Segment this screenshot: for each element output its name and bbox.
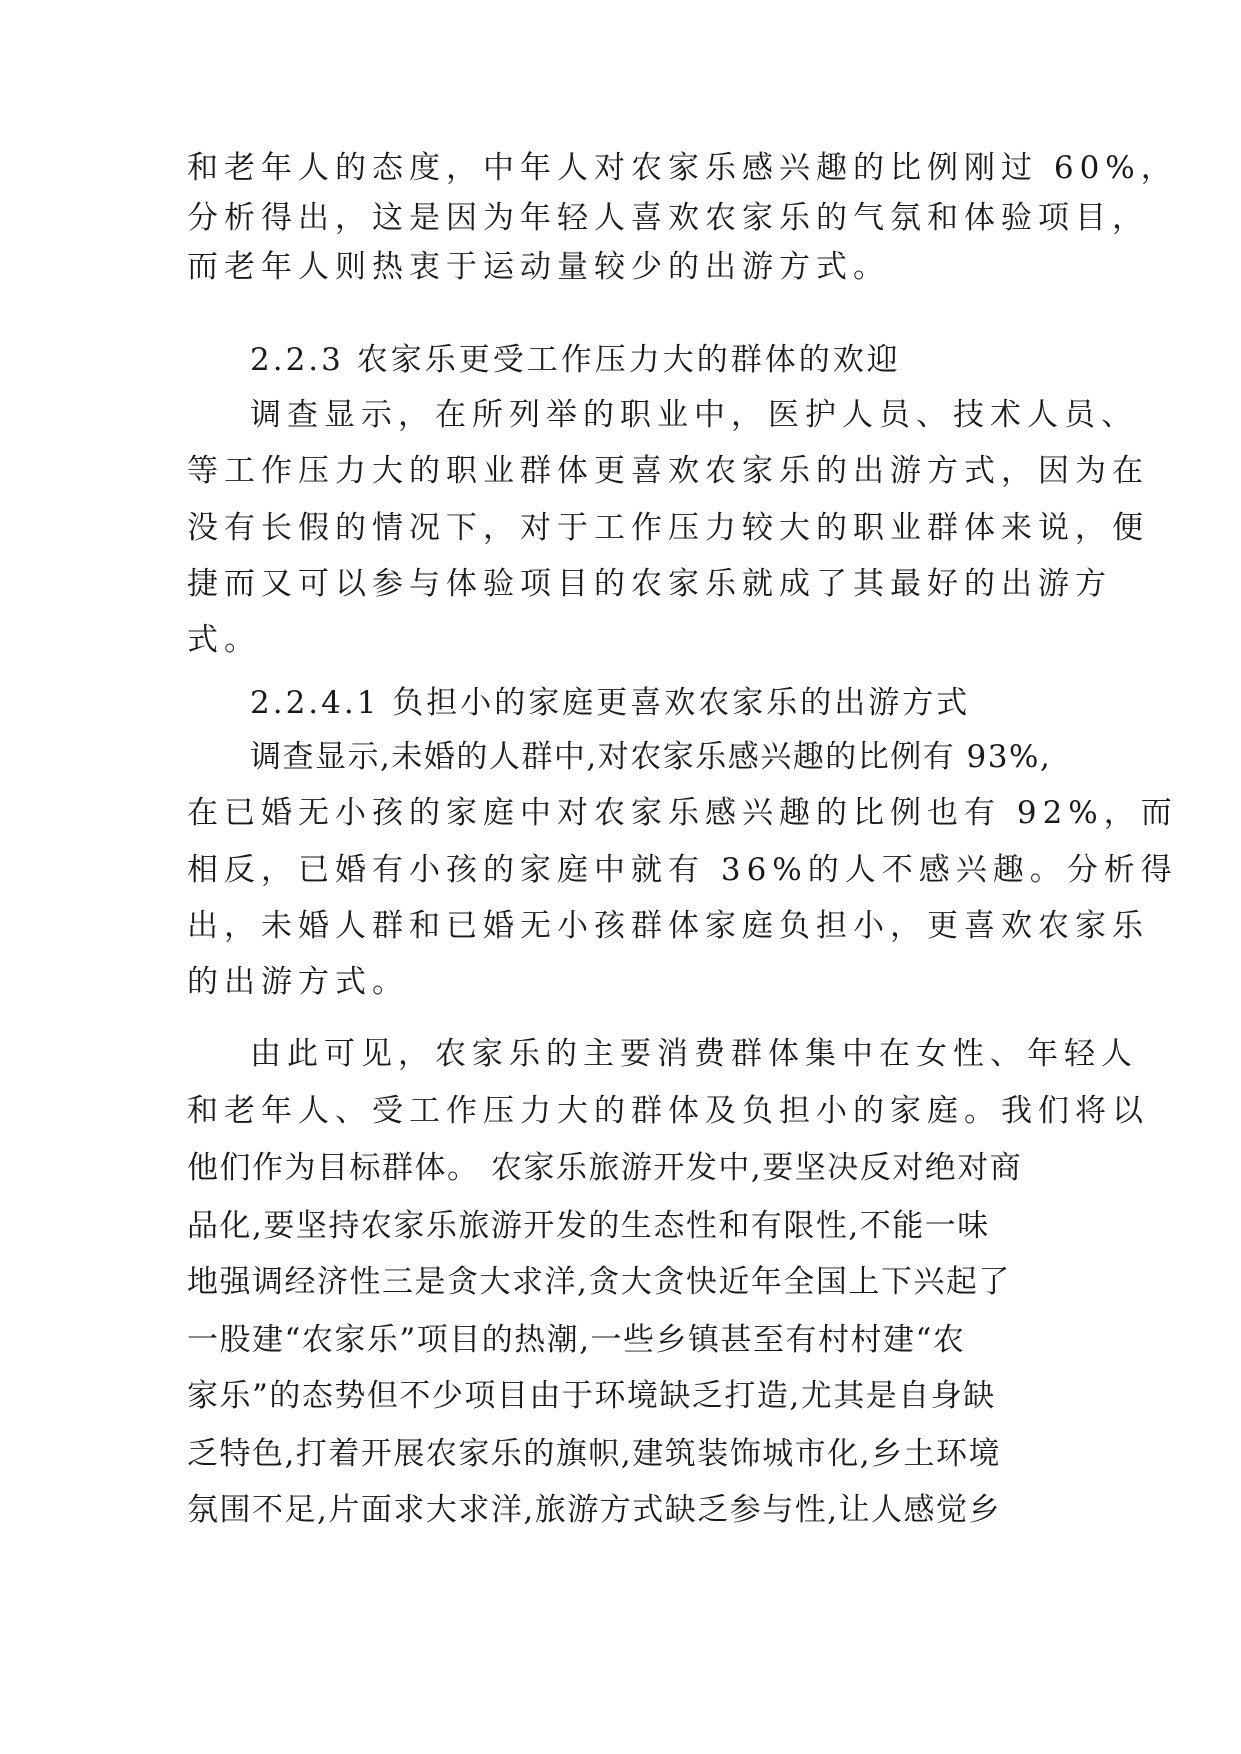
text-line: 捷而又可以参与体验项目的农家乐就成了其最好的出游方 <box>187 566 1112 602</box>
text-line: 出，未婚人群和已婚无小孩群体家庭负担小，更喜欢农家乐 <box>187 908 1149 944</box>
text-line: 和老年人、受工作压力大的群体及负担小的家庭。我们将以 <box>187 1093 1149 1129</box>
text-line: 和老年人的态度，中年人对农家乐感兴趣的比例刚过 60%， <box>187 150 1178 186</box>
text-line: 地强调经济性三是贪大求洋,贪大贪快近年全国上下兴起了 <box>187 1264 1011 1300</box>
text-line: 的出游方式。 <box>187 964 409 1000</box>
text-line: 分析得出，这是因为年轻人喜欢农家乐的气氛和体验项目， <box>187 200 1149 236</box>
text-line: 没有长假的情况下，对于工作压力较大的职业群体来说，便 <box>187 510 1149 546</box>
text-line: 等工作压力大的职业群体更喜欢农家乐的出游方式，因为在 <box>187 453 1149 489</box>
text-line: 氛围不足,片面求大求洋,旅游方式缺乏参与性,让人感觉乡 <box>187 1492 1002 1528</box>
text-line: 家乐”的态势但不少项目由于环境缺乏打造,尤其是自身缺 <box>187 1378 996 1414</box>
text-line: 乏特色,打着开展农家乐的旗帜,建筑装饰城市化,乡土环境 <box>187 1436 1002 1472</box>
text-line: 品化,要坚持农家乐旅游开发的生态性和有限性,不能一味 <box>187 1208 990 1244</box>
section-heading: 2.2.3 农家乐更受工作压力大的群体的欢迎 <box>250 342 901 378</box>
text-line: 相反，已婚有小孩的家庭中就有 36%的人不感兴趣。分析得 <box>187 852 1178 888</box>
text-line: 他们作为目标群体。 农家乐旅游开发中,要坚决反对绝对商 <box>187 1150 1023 1186</box>
text-line: 由此可见，农家乐的主要消费群体集中在女性、年轻人 <box>250 1036 1138 1072</box>
text-line: 在已婚无小孩的家庭中对农家乐感兴趣的比例也有 92%，而 <box>187 795 1178 831</box>
text-line: 式。 <box>187 622 261 658</box>
text-line: 调查显示，在所列举的职业中，医护人员、技术人员、 <box>250 397 1138 433</box>
section-heading: 2.2.4.1 负担小的家庭更喜欢农家乐的出游方式 <box>250 685 971 721</box>
text-line: 调查显示,未婚的人群中,对农家乐感兴趣的比例有 93%, <box>250 739 1052 775</box>
text-line: 一股建“农家乐”项目的热潮,一些乡镇甚至有村村建“农 <box>187 1322 966 1358</box>
text-line: 而老年人则热衷于运动量较少的出游方式。 <box>187 249 890 285</box>
